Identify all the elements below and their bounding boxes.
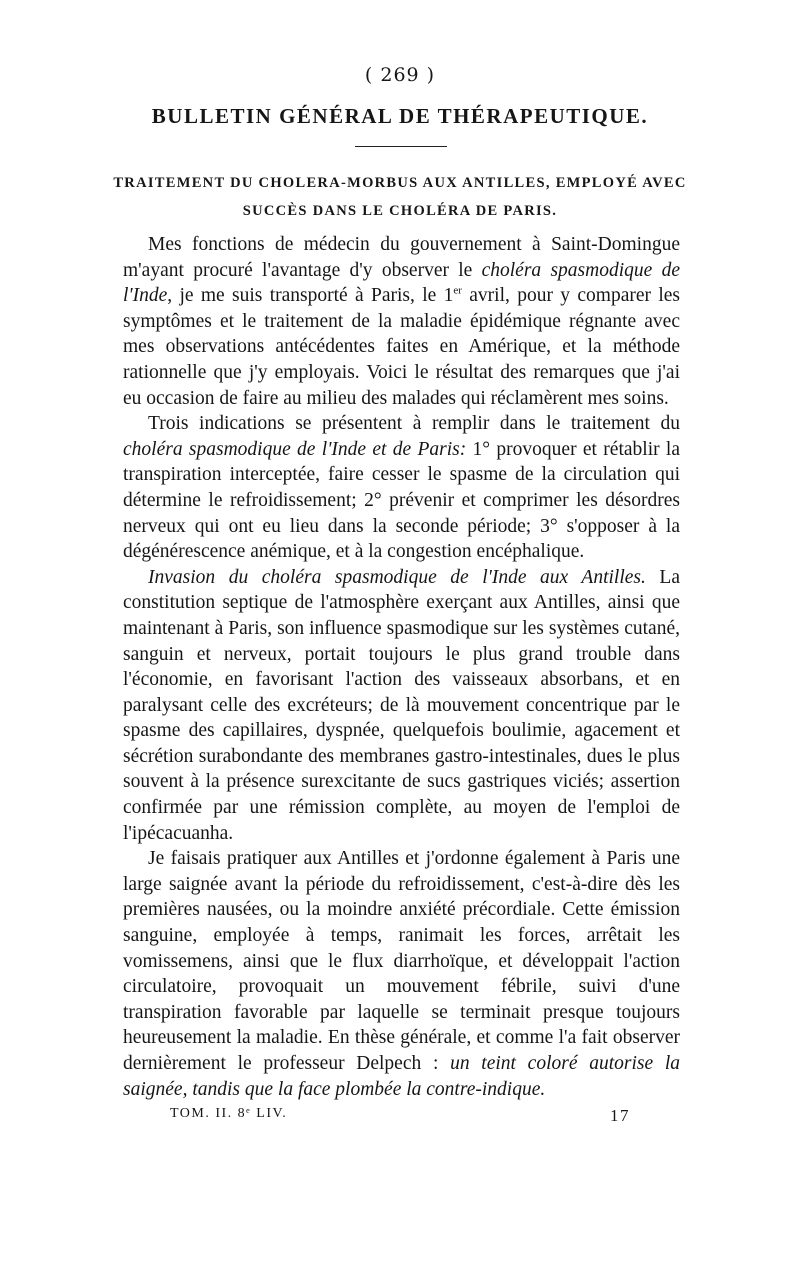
paragraph-1-superscript: er (453, 284, 462, 297)
journal-title: BULLETIN GÉNÉRAL DE THÉRAPEUTIQUE. (151, 104, 649, 128)
paragraph-1-italic: choléra spasmodique de l'Inde (123, 259, 680, 307)
article-title: TRAITEMENT DU CHOLERA-MORBUS AUX ANTILLES, EMPLOYÉ AVEC SUCCÈS DANS LE CHOLÉRA DE PARIS. (113, 175, 687, 219)
paragraph-1-text-c: , je me suis transporté à Paris, le 1 (167, 285, 454, 307)
paragraph-1-text-e: avril, pour y comparer les symptômes et le traitement de la maladie épidémique régnante avec mes observations antécédentes faites en Amérique, et la méthode rationnelle que j'y employais. Voici le résultat des remarques que j'ai eu occasion de faire au milieu des malades qui réclamèrent mes soins. (123, 285, 680, 409)
page-number: ( 269 ) (364, 64, 436, 86)
paragraph-3-text: La constitution septique de l'atmosphère exerçant aux Antilles, ainsi que maintenant à Paris, son influence spasmodique sur les systèmes cutané, sanguin et nerveux, portait toujours le plus grand trouble dans l'économie, en favorisant l'action des vaisseaux absorbans, et en paralysant celle des excréteurs; de là mouvement concentrique par le spasme des capillaires, dyspnée, quelquefois boulimie, agacement et sécrétion surabondante des membranes gastro-intestinales, dues le plus souvent à la présence surexcitante de sucs gastriques viciés; assertion confirmée par une rémission complète, au moyen de l'emploi de l'ipécacuanha. (123, 566, 680, 844)
paragraph-1 (123, 232, 680, 411)
paragraph-3 (123, 565, 680, 847)
paragraph-2-text-c: 1° provoquer et rétablir la transpiration interceptée, faire cesser le spasme de la circulation qui détermine le refroidissement; 2° prévenir et comprimer les désordres nerveux qui ont eu lieu dans la seconde période; 3° s'opposer à la dégénérescence anémique, et à la congestion encéphalique. (123, 438, 680, 563)
paragraph-2-italic: choléra spasmodique de l'Inde et de Paris: (123, 438, 467, 460)
paragraph-1-text-a: Mes fonctions de médecin du gouvernement à Saint-Domingue m'ayant procuré l'avantage d'y observer le (123, 234, 680, 281)
paragraph-2 (123, 411, 680, 565)
paragraph-4 (123, 846, 680, 1102)
paragraph-3-heading: Invasion du choléra spasmodique de l'Inde aux Antilles. (148, 566, 646, 588)
paragraph-4-text: Je faisais pratiquer aux Antilles et j'ordonne également à Paris une large saignée avant la période du refroidissement, c'est-à-dire dès les premières nausées, ou la moindre anxiété précordiale. Cette émission sanguine, employée à temps, ranimait les forces, arrêtait les vomissemens, ainsi que le flux diarrhoïque, et développait l'action circulatoire, provoquait un mouvement fébrile, suivi d'une transpiration favorable par laquelle se terminait presque toujours heureusement la maladie. En thèse générale, et comme l'a fait observer dernièrement le professeur Delpech : (123, 848, 680, 1074)
signature-mark: TOM. II. 8ᵉ LIV. (170, 1106, 288, 1121)
sheet-number: 17 (610, 1106, 630, 1125)
paragraph-2-text-a: Trois indications se présentent à remplir dans le traitement du (148, 413, 680, 435)
paragraph-4-italic-quote: un teint coloré autorise la saignée, tandis que la face plombée la contre-indique. (123, 1053, 680, 1100)
title-rule (355, 146, 447, 147)
article-body (123, 232, 680, 1102)
